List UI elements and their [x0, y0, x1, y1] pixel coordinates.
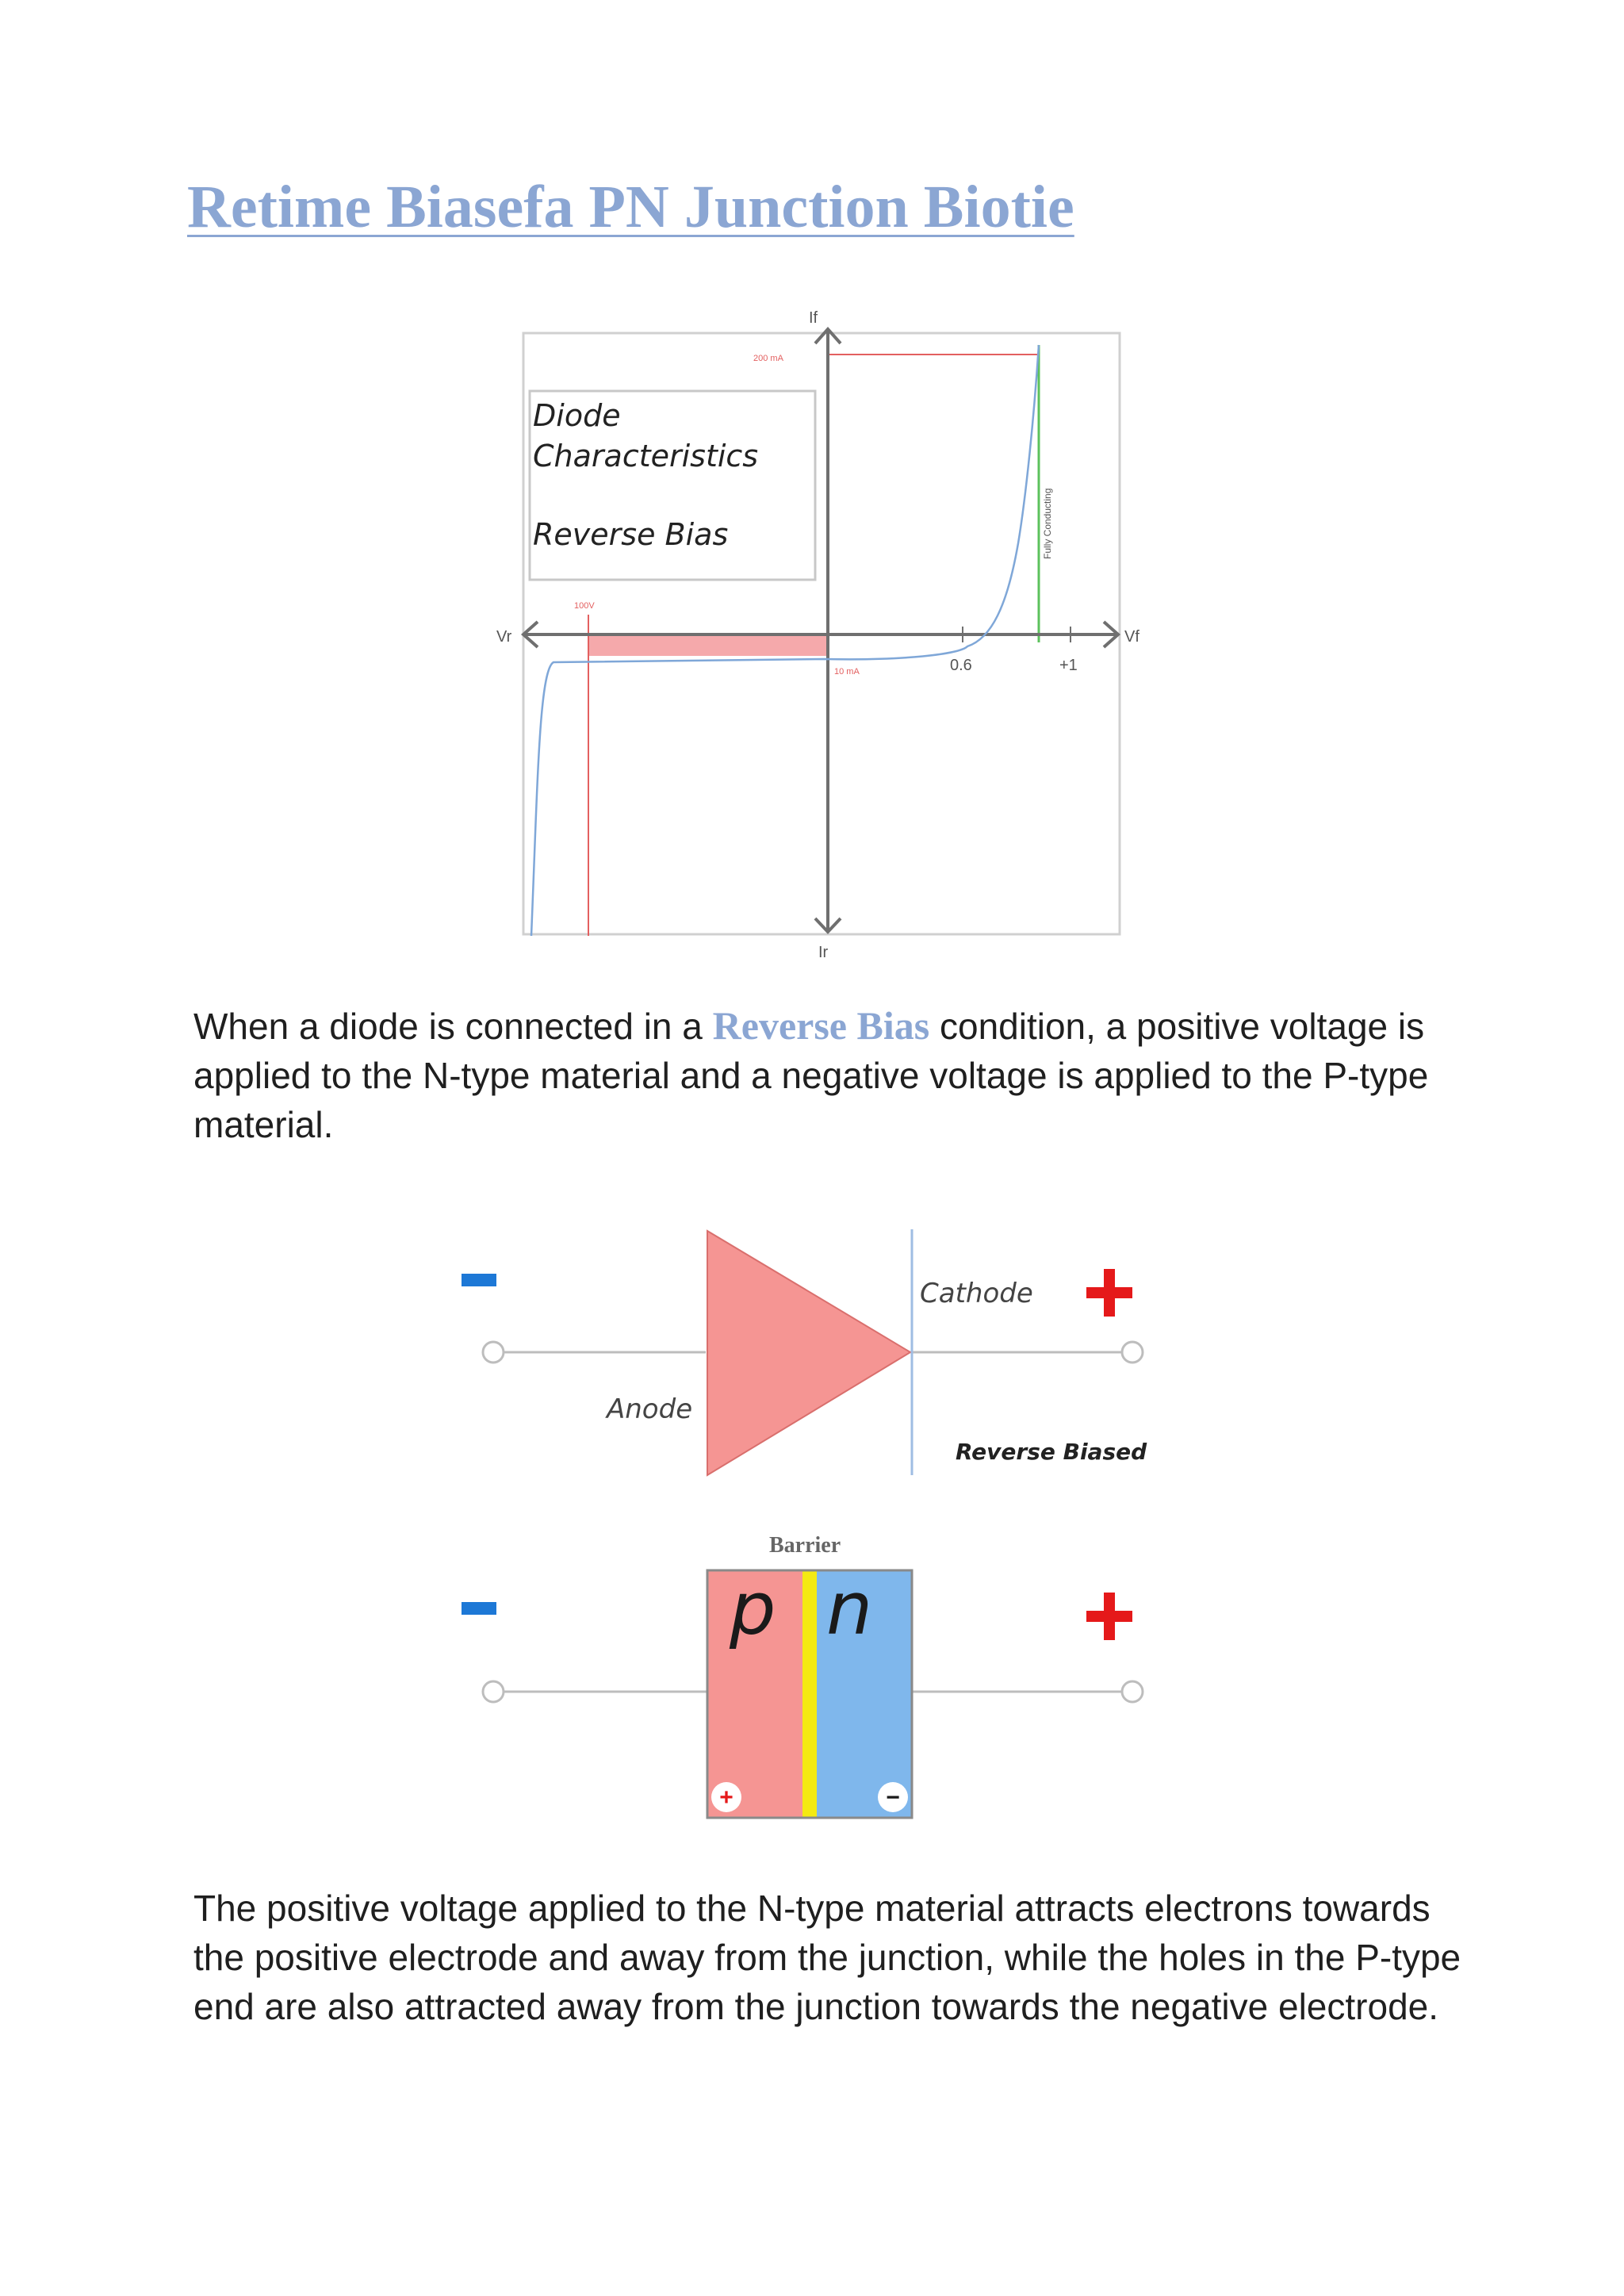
- n-terminal: [1122, 1681, 1143, 1702]
- plus-sign-bottom-h: [1086, 1611, 1132, 1622]
- electron-sign: −: [886, 1784, 900, 1811]
- label-10ma: 10 mA: [834, 667, 860, 677]
- box-title-line1: Diode: [533, 398, 621, 433]
- label-100v: 100V: [574, 601, 595, 611]
- diode-triangle-symbol: [707, 1231, 910, 1475]
- tick-label-plus-1: +1: [1059, 657, 1078, 674]
- barrier-label: Barrier: [769, 1533, 841, 1558]
- diode-characteristics-graph: [492, 305, 1150, 964]
- minus-sign-bottom: [462, 1602, 496, 1615]
- anode-terminal: [483, 1342, 504, 1363]
- reverse-biased-label: Reverse Biased: [956, 1439, 1147, 1465]
- para1-text-end: condition, a positive voltage is applied to the N-type material and a negative voltage is applied to the P-type material.: [193, 1006, 1429, 1145]
- axis-label-if: If: [809, 309, 818, 327]
- plus-sign-top-h: [1086, 1287, 1132, 1298]
- p-terminal: [483, 1681, 504, 1702]
- depletion-barrier: [802, 1570, 817, 1818]
- tick-label-0-6: 0.6: [950, 657, 972, 674]
- reverse-bias-highlight: Reverse Bias: [712, 1003, 930, 1048]
- n-label: n: [826, 1566, 873, 1651]
- page-title: Retime Biasefa PN Junction Biotie: [187, 174, 1074, 240]
- box-title-line3: Reverse Bias: [533, 517, 729, 552]
- axis-label-vf: Vf: [1124, 628, 1139, 646]
- axis-label-ir: Ir: [818, 944, 829, 961]
- p-label: p: [730, 1566, 776, 1651]
- label-fully-conducting: Fully Conducting: [1042, 488, 1053, 559]
- box-title-line2: Characteristics: [533, 439, 759, 473]
- anode-label: Anode: [607, 1393, 693, 1425]
- paragraph-junction-explanation: The positive voltage applied to the N-type material attracts electrons towards the positive electrode and away from the junction, while the holes in the P-type end are also attracted away from the junction towards the negative electrode.: [193, 1888, 1461, 2027]
- paragraph-reverse-bias: [193, 1001, 1470, 1149]
- hole-sign: +: [719, 1784, 733, 1811]
- label-200ma: 200 mA: [753, 354, 783, 363]
- para1-text-start: When a diode is connected in a: [193, 1006, 713, 1047]
- axis-label-vr: Vr: [496, 628, 512, 646]
- cathode-label: Cathode: [920, 1278, 1033, 1309]
- minus-sign-top: [462, 1274, 496, 1286]
- reverse-biased-diode-diagram: [444, 1213, 1189, 1824]
- reverse-leakage-region: [588, 634, 826, 656]
- cathode-terminal: [1122, 1342, 1143, 1363]
